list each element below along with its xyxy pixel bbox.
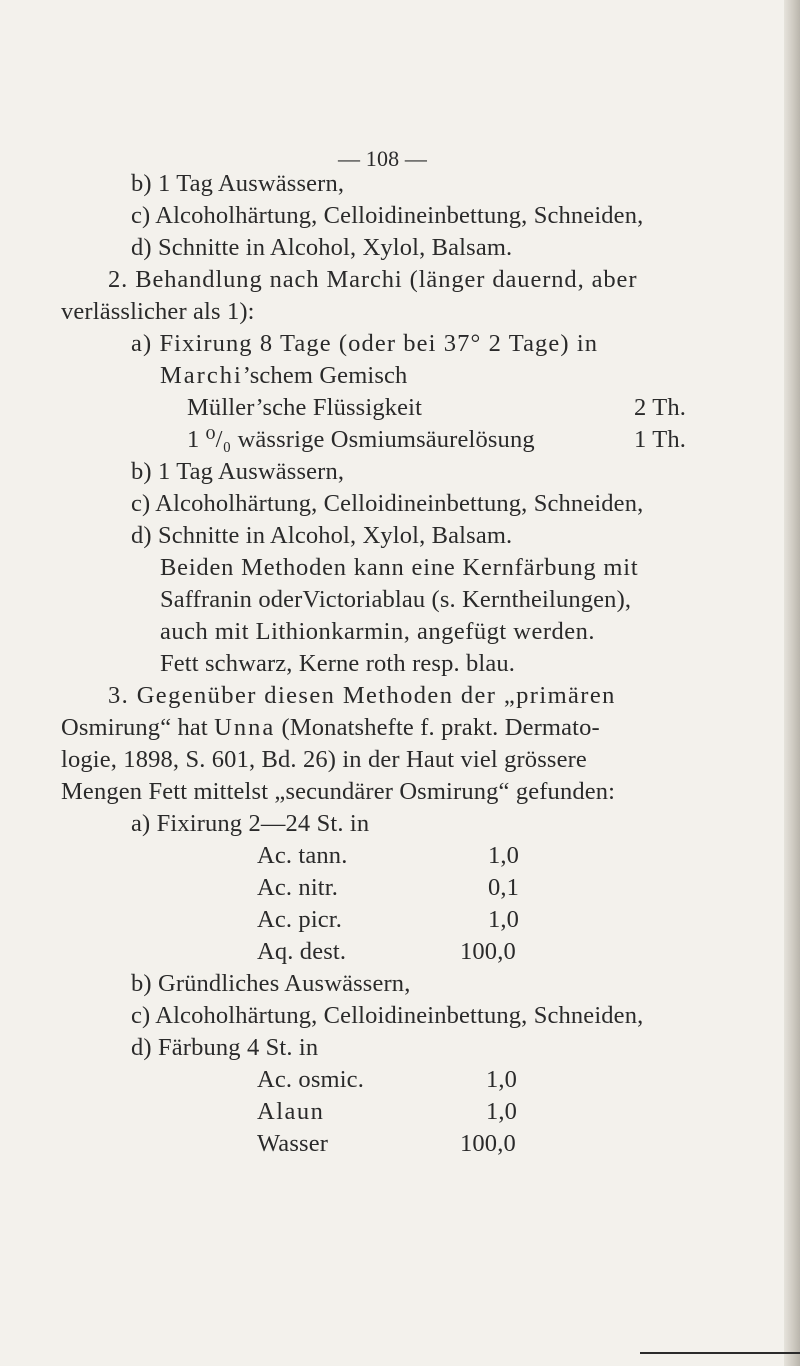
recipe1-row: Ac. nitr. xyxy=(257,874,338,901)
step-3d: d) Färbung 4 St. in xyxy=(131,1034,319,1061)
step-3a: a) Fixirung 2—24 St. in xyxy=(131,810,370,837)
step-1b: b) 1 Tag Auswässern, xyxy=(131,170,345,197)
staining-note-4: Fett schwarz, Kerne roth resp. blau. xyxy=(160,650,516,677)
method-2-heading-cont: verlässlicher als 1): xyxy=(61,298,255,325)
method-3-line-2 xyxy=(61,713,600,743)
method-2-heading: 2. Behandlung nach Marchi (länger dauernd, aber xyxy=(108,266,638,293)
step-3b: b) Gründliches Auswässern, xyxy=(131,970,411,997)
recipe2-amount: 1,0 xyxy=(486,1098,518,1125)
recipe2-amount: 1,0 xyxy=(486,1066,518,1093)
step-2d: d) Schnitte in Alcohol, Xylol, Balsam. xyxy=(131,522,513,549)
recipe1-amount: 0,1 xyxy=(488,874,520,901)
recipe1-row: Ac. tann. xyxy=(257,842,348,869)
recipe1-row: Aq. dest. xyxy=(257,938,347,965)
staining-note-3: auch mit Lithionkarmin, angefügt werden. xyxy=(160,618,596,645)
method-3-line-4: Mengen Fett mittelst „secundärer Osmirung“ gefunden: xyxy=(61,778,616,805)
recipe1-amount: 1,0 xyxy=(488,906,520,933)
mixture-ingredient-1: Müller’sche Flüssigkeit xyxy=(187,394,423,421)
recipe2-amount: 100,0 xyxy=(460,1130,516,1157)
method-3-line-3: logie, 1898, S. 601, Bd. 26) in der Haut viel grössere xyxy=(61,746,587,773)
step-2a: a) Fixirung 8 Tage (oder bei 37° 2 Tage) in xyxy=(131,330,599,357)
step-3c: c) Alcoholhärtung, Celloidineinbettung, Schneiden, xyxy=(131,1002,644,1029)
marchi-mixture xyxy=(160,361,407,391)
recipe2-row: Alaun xyxy=(257,1098,325,1125)
recipe2-row: Wasser xyxy=(257,1130,329,1157)
mixture-ingredient-2-amount: 1 Th. xyxy=(634,426,687,453)
author-marchi: Marchi xyxy=(160,362,243,389)
staining-note-1: Beiden Methoden kann eine Kernfärbung mit xyxy=(160,554,639,581)
mixture-ingredient-1-amount: 2 Th. xyxy=(634,394,687,421)
recipe1-amount: 100,0 xyxy=(460,938,516,965)
method-3-line-2-b: (Monatshefte f. prakt. Dermato- xyxy=(281,714,600,741)
step-2c: c) Alcoholhärtung, Celloidineinbettung, Schneiden, xyxy=(131,490,644,517)
step-1c xyxy=(131,201,729,231)
author-unna: Unna xyxy=(214,714,276,741)
recipe2-row: Ac. osmic. xyxy=(257,1066,364,1093)
recipe1-amount: 1,0 xyxy=(488,842,520,869)
staining-note-2: Saffranin oderVictoriablau (s. Kerntheilungen), xyxy=(160,586,632,613)
step-1d: d) Schnitte in Alcohol, Xylol, Balsam. xyxy=(131,234,513,261)
recipe1-row: Ac. picr. xyxy=(257,906,343,933)
method-3-line-2-a: Osmirung“ hat xyxy=(61,714,208,741)
method-3-heading: 3. Gegenüber diesen Methoden der „primären xyxy=(108,682,616,709)
page-number: — 108 — xyxy=(338,146,428,171)
step-2b: b) 1 Tag Auswässern, xyxy=(131,458,345,485)
marchi-mixture-rest: ’schem Gemisch xyxy=(242,362,408,389)
step-1c-text: c) Alcoholhärtung, Celloidineinbettung, Schneiden, xyxy=(131,202,644,229)
mixture-ingredient-2: 1 ⁰/₀ wässrige Osmiumsäurelösung xyxy=(187,426,535,453)
